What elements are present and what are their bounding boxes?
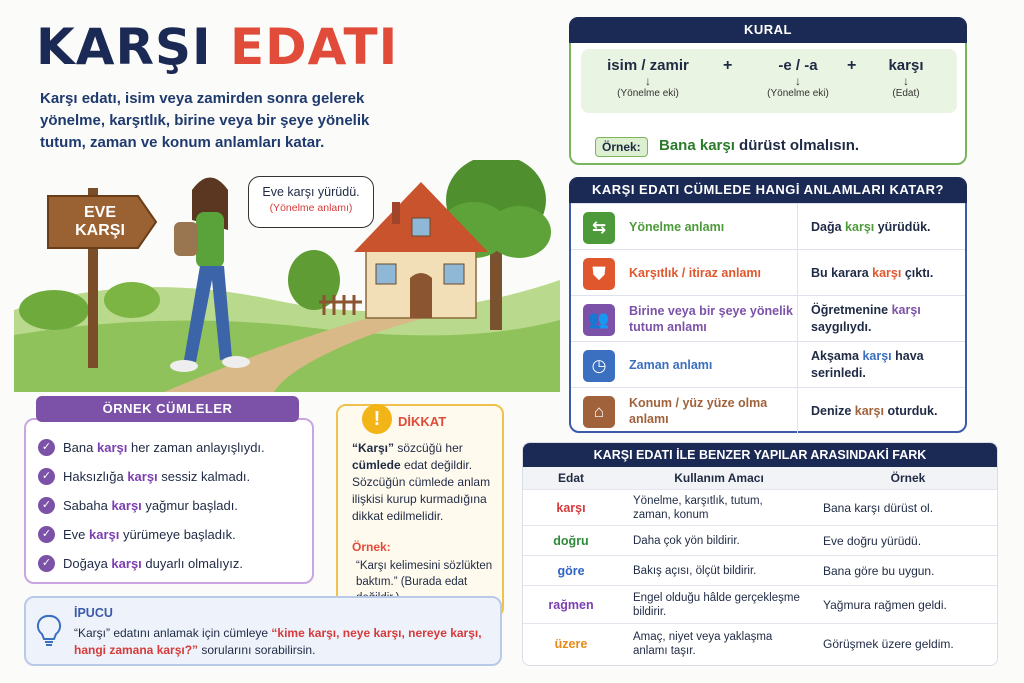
example-pre: Akşama [811, 349, 863, 363]
purpose-cell [633, 556, 803, 586]
formula-sub: (Edat) [892, 88, 920, 99]
sentence-highlight: karşı [127, 468, 158, 484]
meaning-row [571, 341, 965, 387]
example-pre: Dağa [811, 219, 846, 234]
example-rest: dürüst olmalısın. [734, 137, 860, 154]
plus-sign: + [847, 57, 857, 74]
check-icon: ✓ [38, 526, 55, 543]
example-sentences-panel [24, 418, 314, 584]
meaning-row [571, 203, 965, 249]
formula-sub: (Yönelme eki) [767, 88, 829, 99]
divider [797, 342, 798, 388]
down-arrow-icon: ↓ [795, 74, 801, 88]
example-sentence [659, 137, 859, 154]
meanings-header: KARŞI EDATI CÜMLEDE HANGİ ANLAMLARI KATAR? [569, 177, 967, 203]
example-sentences-header: ÖRNEK CÜMLELER [36, 396, 299, 422]
example-cell: Yağmura rağmen geldi. [823, 598, 947, 612]
meaning-name: Karşıtlık / itiraz anlamı [629, 266, 761, 280]
sentence-highlight: karşı [111, 497, 142, 513]
check-icon: ✓ [38, 468, 55, 485]
comparison-table [522, 442, 998, 666]
edat-cell: doğru [553, 534, 589, 548]
sentence-pre: Bana [63, 439, 97, 455]
scene-illustration [14, 160, 560, 392]
example-highlight: karşı [872, 265, 902, 280]
meaning-example [811, 204, 961, 250]
example-post: saygılıydı. [811, 320, 872, 334]
formula-main: isim / zamir [607, 57, 689, 74]
title-part2: EDATI [229, 18, 399, 76]
warning-text-2: edat değildir. Sözcüğün cümlede anlam ilişkisi kurup kurmadığına dikkat edilmelidir. [352, 458, 491, 523]
warning-example: “Karşı kelimesini sözlükten baktım.” (Burada edat [356, 560, 493, 588]
purpose-text: Bakış açısı, ölçüt bildirir. [633, 565, 757, 577]
speech-bubble [248, 176, 374, 228]
signpost [52, 204, 148, 240]
example-post: çıktı. [901, 265, 934, 280]
check-icon: ✓ [38, 439, 55, 456]
check-icon: ✓ [38, 497, 55, 514]
example-highlight: Bana karşı [659, 137, 735, 154]
example-highlight: karşı [845, 219, 875, 234]
formula-sub: (Yönelme eki) [617, 88, 679, 99]
table-row [523, 623, 997, 663]
sign-line2: KARŞI [75, 222, 125, 239]
purpose-text: Yönelme, karşıtlık, tutum, zaman, konum [633, 495, 763, 521]
example-sentence [38, 523, 236, 545]
tip-title: İPUCU [74, 606, 113, 620]
edat-cell: göre [557, 564, 585, 578]
check-icon: ✓ [38, 555, 55, 572]
meaning-example [811, 342, 961, 388]
purpose-text: Engel olduğu hâlde gerçekleşme bildirir. [633, 592, 800, 618]
example-sentence [38, 494, 238, 516]
example-badge: Örnek: [595, 137, 648, 157]
bubble-sub: (Yönelme anlamı) [269, 202, 353, 214]
tip-text [74, 625, 494, 659]
sentence-pre: Sabaha [63, 497, 112, 513]
purpose-cell [633, 490, 803, 526]
example-post: hava serinledi. [811, 349, 924, 380]
example-highlight: karşı [854, 403, 884, 418]
tip-pre: “Karşı” edatını anlamak için cümleye [74, 626, 272, 640]
divider [797, 204, 798, 250]
sentence-pre: Haksızlığa [63, 468, 128, 484]
sentence-post: sessiz kalmadı. [157, 468, 251, 484]
column-header: Kullanım Amacı [619, 467, 819, 489]
warning-bold-2: cümlede [352, 458, 401, 472]
plus-sign: + [723, 57, 733, 74]
warning-bold-1: “Karşı” [352, 441, 395, 455]
formula-part-2 [753, 57, 843, 99]
comparison-header: KARŞI EDATI İLE BENZER YAPILAR ARASINDAKİ FARK [523, 443, 997, 467]
down-arrow-icon: ↓ [645, 74, 651, 88]
formula-main: karşı [888, 57, 924, 74]
sentence-highlight: karşı [111, 555, 142, 571]
sentence-highlight: karşı [89, 526, 120, 542]
sentence-post: yağmur başladı. [141, 497, 238, 513]
rule-panel [569, 17, 967, 165]
tip-panel [24, 596, 502, 666]
sentence-post: yürümeye başladık. [119, 526, 236, 542]
meaning-row [571, 249, 965, 295]
purpose-text: Amaç, niyet veya yaklaşma anlamı taşır. [633, 631, 773, 657]
meaning-example [811, 296, 961, 342]
example-post: oturduk. [883, 403, 938, 418]
warning-example-label: Örnek: [352, 540, 391, 554]
sentence-pre: Doğaya [63, 555, 112, 571]
meaning-name: Zaman anlamı [629, 358, 713, 372]
sentence-post: her zaman anlayışlıydı. [127, 439, 265, 455]
title-part1: KARŞI [36, 18, 212, 76]
table-row [523, 525, 997, 555]
example-cell: Eve doğru yürüdü. [823, 534, 922, 548]
formula-part-1 [603, 57, 693, 99]
divider [797, 388, 798, 434]
column-header: Edat [523, 467, 619, 489]
house-icon: ⌂ [583, 396, 615, 428]
formula-main: -e / -a [778, 57, 818, 74]
warning-text-1: sözcüğü her [394, 441, 463, 455]
sentence-pre: Eve [63, 526, 90, 542]
page-title [36, 18, 398, 76]
example-cell: Bana karşı dürüst ol. [823, 501, 934, 515]
meaning-example [811, 250, 961, 296]
meaning-example [811, 388, 961, 434]
divider [797, 296, 798, 342]
shield-icon: ⛊ [583, 258, 615, 290]
example-pre: Bu karara [811, 265, 873, 280]
divider [797, 250, 798, 296]
edat-cell: üzere [554, 637, 588, 651]
meaning-name: Birine veya bir şeye yönelik tutum anlamı [629, 304, 793, 334]
example-sentence [38, 436, 265, 458]
signpost-icon: ⇆ [583, 212, 615, 244]
rule-formula [581, 49, 957, 113]
purpose-cell [633, 586, 803, 624]
exclamation-icon: ! [362, 404, 392, 434]
example-highlight: karşı [862, 349, 892, 363]
rule-header: KURAL [569, 17, 967, 43]
warning-text [352, 440, 500, 525]
down-arrow-icon: ↓ [903, 74, 909, 88]
lightbulb-icon [36, 614, 62, 648]
sentence-highlight: karşı [96, 439, 128, 455]
purpose-text: Daha çok yön bildirir. [633, 535, 740, 547]
purpose-cell [633, 624, 803, 664]
formula-part-3 [871, 57, 941, 99]
example-cell: Görüşmek üzere geldim. [823, 637, 954, 651]
column-header: Örnek [819, 467, 997, 489]
edat-cell: rağmen [548, 598, 594, 612]
warning-panel [336, 404, 504, 618]
tip-highlight: “kime karşı, neye karşı, nereye karşı, hangi zamana karşı?” [74, 626, 482, 657]
meaning-name: Yönelme anlamı [629, 220, 725, 234]
example-sentence [38, 552, 243, 574]
people-icon: 👥 [583, 304, 615, 336]
table-row [523, 585, 997, 623]
example-pre: Öğretmenine [811, 303, 892, 317]
meaning-name: Konum / yüz yüze olma anlamı [629, 396, 768, 426]
example-pre: Denize [811, 403, 855, 418]
sign-line1: EVE [83, 204, 116, 221]
example-post: yürüdük. [874, 219, 931, 234]
meanings-panel [569, 177, 967, 433]
example-sentence [38, 465, 250, 487]
meaning-row [571, 295, 965, 341]
clock-icon: ◷ [583, 350, 615, 382]
purpose-cell [633, 526, 803, 556]
example-highlight: karşı [891, 303, 921, 317]
intro-text: Karşı edatı, isim veya zamirden sonra gelerek yönelme, karşıtlık, birine veya bir şeye yönelik tutum, zaman ve konum anlamları katar. [40, 90, 370, 151]
table-row [523, 555, 997, 585]
sentence-post: duyarlı olmalıyız. [141, 555, 243, 571]
example-cell: Bana göre bu uygun. [823, 564, 935, 578]
table-row [523, 489, 997, 525]
tip-post: sorularını sorabilirsin. [198, 643, 316, 657]
meaning-row [571, 387, 965, 433]
bubble-text: Eve karşı yürüdü. [262, 185, 360, 199]
edat-cell: karşı [556, 501, 586, 515]
warning-title: DİKKAT [398, 414, 447, 429]
